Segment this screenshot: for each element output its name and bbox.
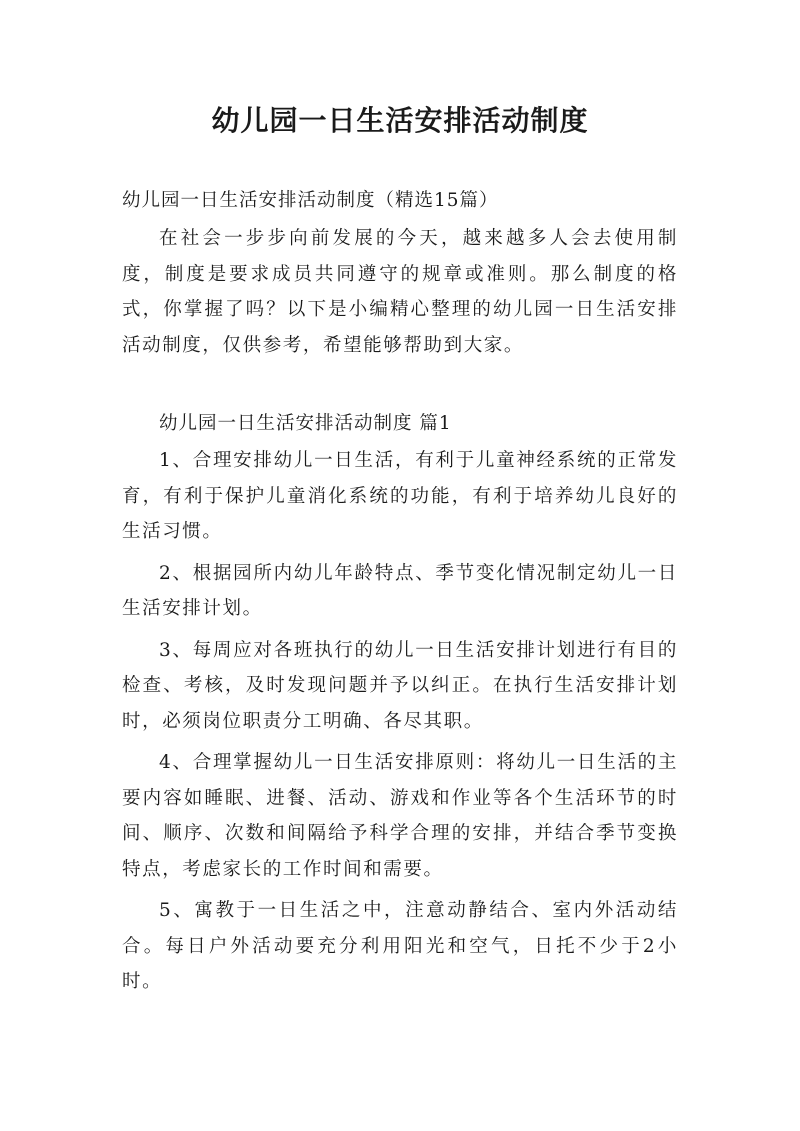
rule-item-4: 4、合理掌握幼儿一日生活安排原则：将幼儿一日生活的主要内容如睡眠、进餐、活动、游戏和作业等各个生活环节的时间、顺序、次数和间隔给予科学合理的安排，并结合季节变换特点，考虑家长的工作时间和需要。 — [122, 752, 678, 880]
intro-paragraph: 在社会一步步向前发展的今天，越来越多人会去使用制度，制度是要求成员共同遵守的规章或准则。那么制度的格式，你掌握了吗？以下是小编精心整理的幼儿园一日生活安排活动制度，仅供参考，希望能够帮助到大家。 — [122, 228, 678, 356]
rule-item-2: 2、根据园所内幼儿年龄特点、季节变化情况制定幼儿一日生活安排计划。 — [122, 562, 678, 619]
document-title: 幼儿园一日生活安排活动制度 — [211, 104, 589, 137]
rule-item-1: 1、合理安排幼儿一日生活，有利于儿童神经系统的正常发育，有利于保护儿童消化系统的功能，有利于培养幼儿良好的生活习惯。 — [122, 450, 678, 542]
document-subtitle: 幼儿园一日生活安排活动制度（精选15篇） — [122, 190, 499, 211]
rules-list — [122, 443, 678, 1000]
section-heading: 幼儿园一日生活安排活动制度 篇1 — [159, 413, 452, 434]
rule-item-5: 5、寓教于一日生活之中，注意动静结合、室内外活动结合。每日户外活动要充分利用阳光和空气，日托不少于2小时。 — [122, 900, 678, 992]
rule-item-3: 3、每周应对各班执行的幼儿一日生活安排计划进行有目的检查、考核，及时发现问题并予以纠正。在执行生活安排计划时，必须岗位职责分工明确、各尽其职。 — [122, 639, 678, 732]
